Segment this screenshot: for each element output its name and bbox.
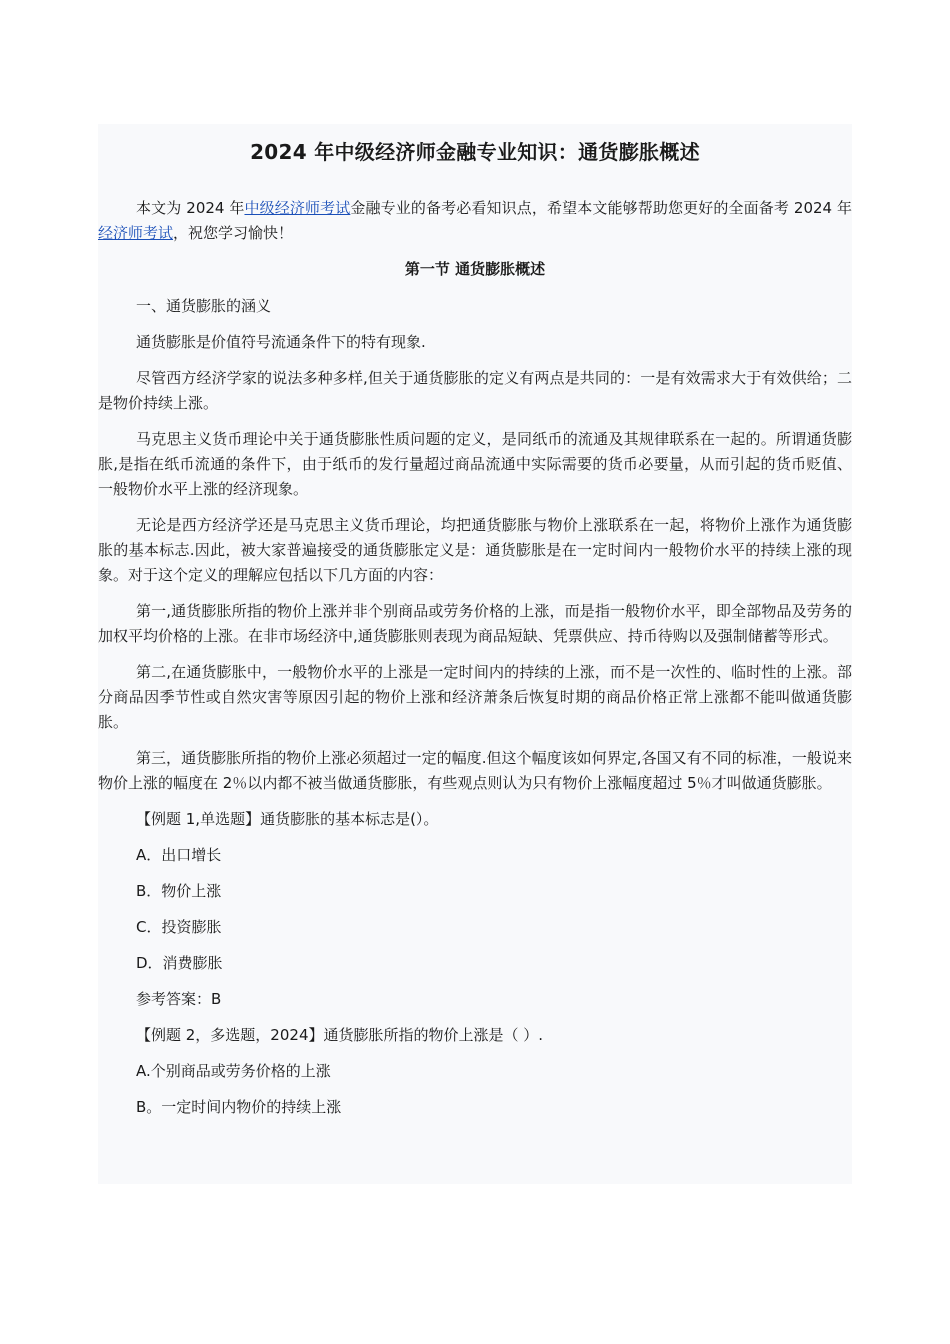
- section-heading: 第一节 通货膨胀概述: [404, 260, 546, 278]
- intro-text-2: 金融专业的备考必看知识点，希望本文能够帮助您更好的全面备考 2024 年: [350, 199, 852, 217]
- example-1-option-c: C．投资膨胀: [136, 918, 222, 936]
- example-1-option-d: D．消费膨胀: [136, 954, 223, 972]
- paragraph-1: 通货膨胀是价值符号流通条件下的特有现象.: [136, 333, 426, 351]
- paragraph-6: 第二,在通货膨胀中，一般物价水平的上涨是一定时间内的持续的上涨，而不是一次性的、临时性的上涨。部分商品因季节性或自然灾害等原因引起的物价上涨和经济萧条后恢复时期的商品价格正常上涨都不能叫做通货膨胀。: [98, 663, 852, 731]
- link-intermediate-economist-exam[interactable]: 中级经济师考试: [244, 199, 351, 217]
- article-title: 2024 年中级经济师金融专业知识：通货膨胀概述: [250, 140, 700, 164]
- example-2-question: 【例题 2，多选题，2024】通货膨胀所指的物价上涨是（ ）.: [136, 1026, 544, 1044]
- example-1-question: 【例题 1,单选题】通货膨胀的基本标志是(）。: [136, 810, 439, 828]
- example-1-option-b: B．物价上涨: [136, 882, 222, 900]
- document-page: [98, 124, 852, 1184]
- example-2-option-b: B。一定时间内物价的持续上涨: [136, 1098, 342, 1116]
- article-body: [98, 196, 852, 1120]
- paragraph-7: 第三，通货膨胀所指的物价上涨必须超过一定的幅度.但这个幅度该如何界定,各国又有不同的标准，一般说来物价上涨的幅度在 2％以内都不被当做通货膨胀，有些观点则认为只有物价上涨幅度超过 5％才叫做通货膨胀。: [98, 749, 852, 792]
- paragraph-5: 第一,通货膨胀所指的物价上涨并非个别商品或劳务价格的上涨，而是指一般物价水平，即全部物品及劳务的加权平均价格的上涨。在非市场经济中,通货膨胀则表现为商品短缺、凭票供应、持币待购以及强制储蓄等形式。: [98, 602, 852, 645]
- paragraph-definition-heading: 一、通货膨胀的涵义: [136, 297, 272, 315]
- intro-text-1: 本文为 2024 年: [136, 199, 245, 217]
- paragraph-2: 尽管西方经济学家的说法多种多样,但关于通货膨胀的定义有两点是共同的：一是有效需求大于有效供给；二是物价持续上涨。: [98, 369, 852, 412]
- example-2-option-a: A.个别商品或劳务价格的上涨: [136, 1062, 331, 1080]
- intro-paragraph: [98, 196, 852, 246]
- paragraph-4: 无论是西方经济学还是马克思主义货币理论，均把通货膨胀与物价上涨联系在一起，将物价上涨作为通货膨胀的基本标志.因此，被大家普遍接受的通货膨胀定义是：通货膨胀是在一定时间内一般物价水平的持续上涨的现象。对于这个定义的理解应包括以下几方面的内容：: [98, 516, 852, 584]
- intro-text-3: ，祝您学习愉快！: [173, 224, 294, 242]
- example-1-option-a: A．出口增长: [136, 846, 222, 864]
- link-economist-exam[interactable]: 经济师考试: [98, 224, 174, 242]
- paragraph-3: 马克思主义货币理论中关于通货膨胀性质问题的定义，是同纸币的流通及其规律联系在一起的。所谓通货膨胀,是指在纸币流通的条件下，由于纸币的发行量超过商品流通中实际需要的货币必要量，从而引起的货币贬值、一般物价水平上涨的经济现象。: [98, 430, 852, 498]
- example-1-answer: 参考答案：B: [136, 990, 222, 1008]
